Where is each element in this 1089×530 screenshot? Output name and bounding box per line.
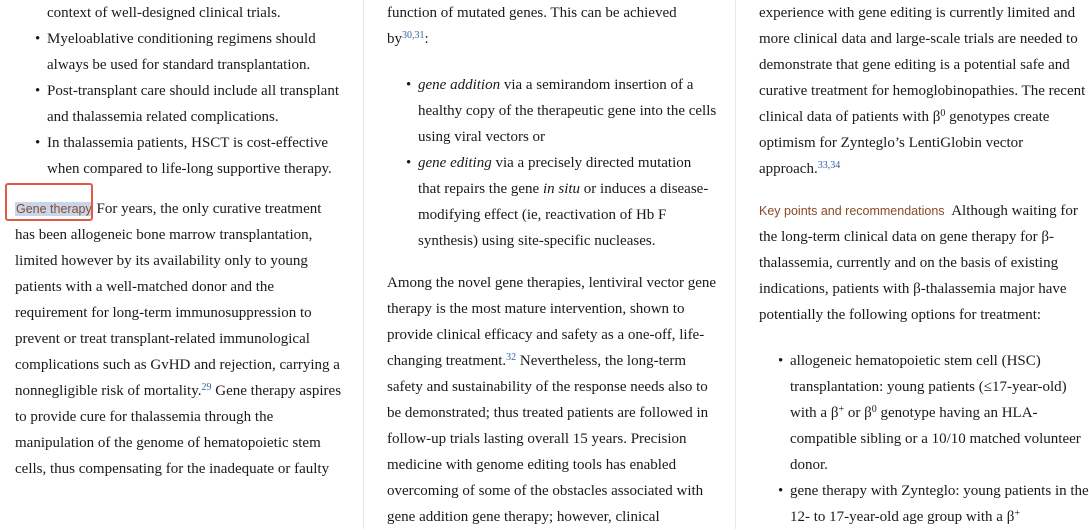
superscript: 0	[871, 404, 877, 415]
column-divider	[363, 0, 364, 529]
column-right	[759, 0, 1089, 529]
highlighted-heading[interactable]	[15, 196, 93, 222]
list-text: or induces a disease-modifying effect (ie, reactivation of Hb F synthesis) using site-specific nucleases.	[418, 181, 709, 249]
paragraph-text: function of mutated genes. This can be achieved by	[387, 5, 677, 47]
key-points-paragraph	[759, 198, 1089, 328]
list-text: genotype having an HLA-compatible sibling or a 10/10 matched volunteer donor.	[790, 405, 1081, 473]
list-text: allogeneic hematopoietic stem cell (HSC) transplantation: young patients (≤17-year-old) with a β	[790, 353, 1067, 421]
paragraph-text: genotypes create optimism for Zynteglo’s LentiGlobin vector approach.	[759, 109, 1050, 177]
list-text: via a precisely directed mutation that repairs the gene	[418, 155, 692, 197]
superscript: 0	[940, 108, 946, 119]
list-item	[418, 150, 717, 254]
paragraph-text: Gene therapy aspires to provide cure for thalassemia through the manipulation of the genome of hematopoietic stem cells, thus compensating for the inadequate or faulty	[15, 383, 342, 477]
column-middle	[387, 0, 717, 529]
column-left	[15, 0, 345, 529]
reference-link-32[interactable]: 32	[506, 352, 517, 363]
paragraph	[387, 0, 717, 52]
selection-box	[5, 183, 93, 221]
paragraph-text: :	[424, 31, 429, 47]
emphasis: gene addition	[418, 77, 501, 93]
paragraph-text: Although waiting for the long-term clinical data on gene therapy for β-thalassemia, currently and on the basis of existing indications, patients with β-thalassemia major have potentially the following options for treatment:	[759, 203, 1082, 323]
list-item: • In thalassemia patients, HSCT is cost-effective when compared to life-long supportive therapy.	[47, 130, 345, 182]
list-item: • Post-transplant care should include all transplant and thalassemia related complications.	[47, 78, 345, 130]
reference-link-34[interactable]: 34	[830, 160, 841, 171]
paragraph	[15, 0, 345, 26]
paragraph-text: Nevertheless, the long-term safety and sustainability of the response needs also to be demonstrated; thus treated patients are followed in follow-up trials lasting overall 15 years. Precision medicine with genome editing tools has enabled overcoming of some of the obstacles associated with gene addition gene therapy; however, clinical	[387, 353, 709, 525]
recommendation-list	[47, 26, 345, 182]
reference-separator: ,	[412, 30, 415, 41]
options-list	[790, 348, 1089, 530]
reference-link-31[interactable]: 31	[414, 30, 425, 41]
paragraph-text: For years, the only curative treatment has been allogeneic bone marrow transplantation, limited however by its availability only to young patients with a well-matched donor and the requirement for long-term immunosuppression to prevent or treat transplant-related immunological complications such as GvHD and rejection, carrying a nonnegligible risk of mortality.	[15, 201, 340, 399]
list-text: via a semirandom insertion of a healthy copy of the therapeutic gene into the cells using viral vectors or	[418, 77, 717, 145]
paragraph	[387, 270, 717, 530]
emphasis: gene editing	[418, 155, 492, 171]
list-item	[790, 348, 1089, 478]
reference-link-33[interactable]: 33	[817, 160, 828, 171]
reference-link-29[interactable]: 29	[201, 382, 212, 393]
list-item	[418, 72, 717, 150]
section-heading-key-points: Key points and recommendations	[759, 204, 945, 218]
paragraph	[759, 0, 1089, 182]
superscript: +	[1014, 508, 1020, 519]
list-text: gene therapy with Zynteglo: young patients in the 12- to 17-year-old age group with a β	[790, 483, 1089, 525]
column-divider	[735, 0, 736, 529]
superscript: +	[838, 404, 845, 415]
gene-therapy-paragraph	[15, 196, 345, 482]
paragraph-text: Among the novel gene therapies, lentiviral vector gene therapy is the most mature intervention, shown to provide clinical efficacy and safety as a one-off, life-changing treatment.	[387, 275, 717, 369]
paragraph-text: context of well-designed clinical trials.	[47, 5, 281, 21]
list-item	[790, 478, 1089, 530]
paragraph-text: experience with gene editing is currently limited and more clinical data and large-scale trials are needed to demonstrate that gene editing is a potential safe and curative treatment for hemoglobinopathies. The recent clinical data of patients with β	[759, 5, 1086, 125]
list-text: or β	[844, 405, 872, 421]
emphasis: in situ	[542, 181, 581, 197]
method-list	[418, 72, 717, 254]
section-heading-gene-therapy[interactable]: Gene therapy	[16, 202, 92, 216]
reference-separator: ,	[827, 160, 831, 171]
list-item: • Myeloablative conditioning regimens should always be used for standard transplantation.	[47, 26, 345, 78]
reference-link-30[interactable]: 30	[402, 30, 412, 41]
